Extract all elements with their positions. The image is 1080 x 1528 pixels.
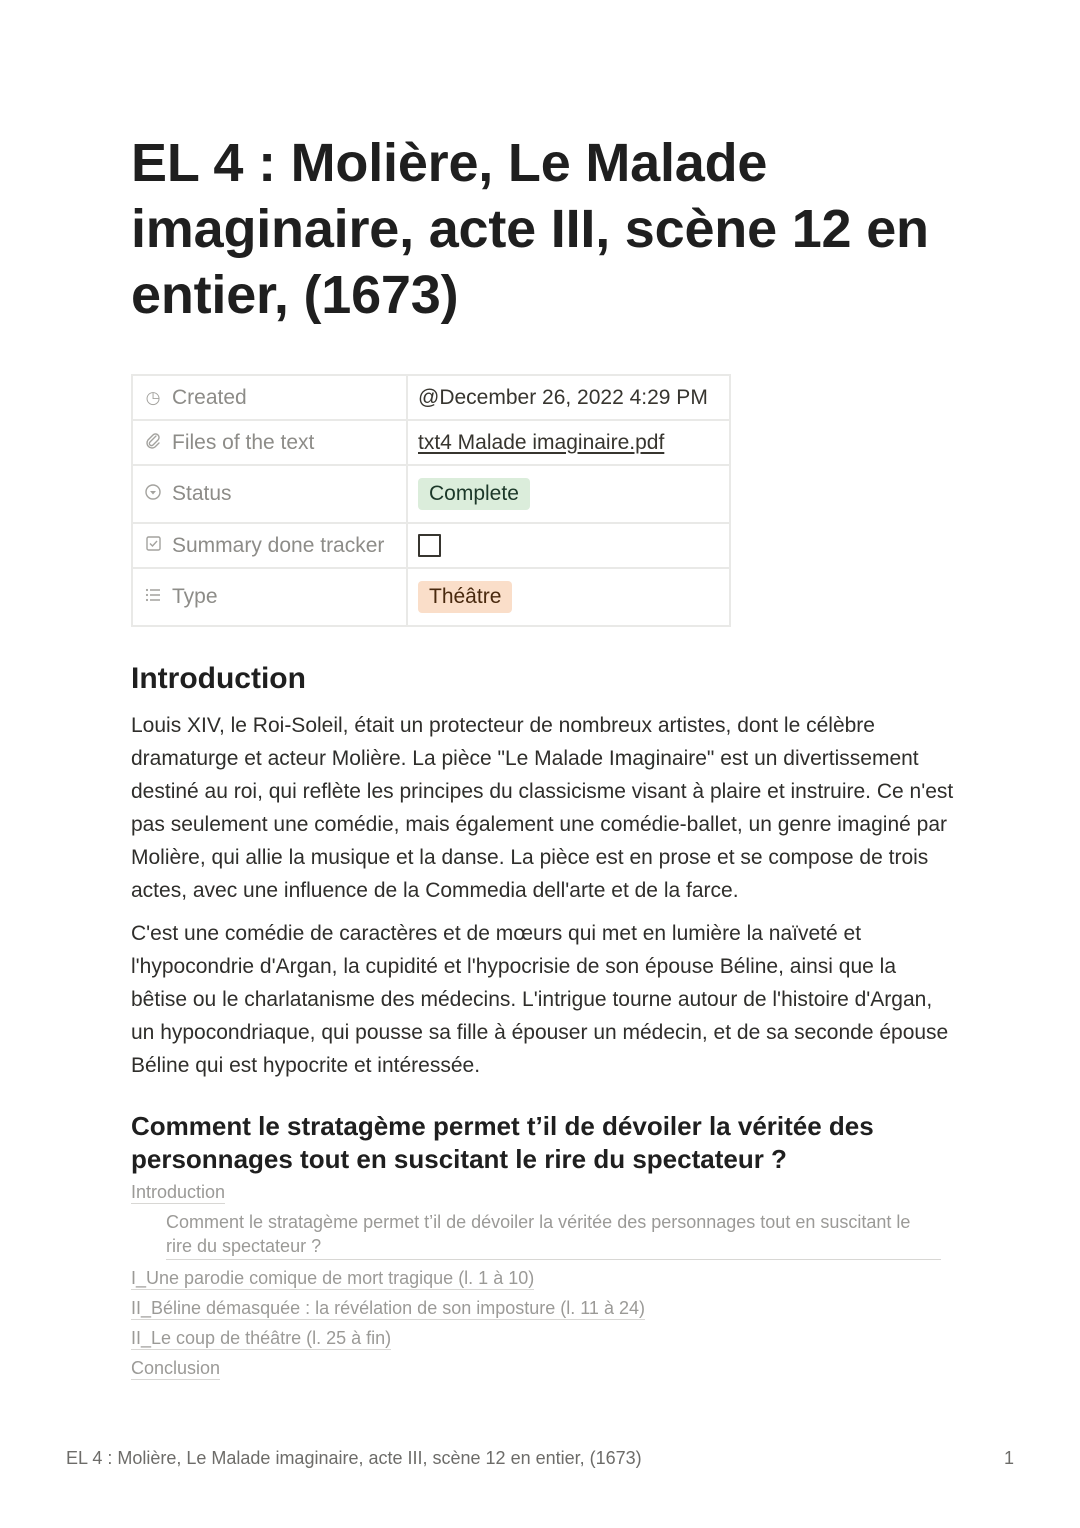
checkbox-icon	[143, 536, 163, 556]
toc-link-part-1[interactable]: I_Une parodie comique de mort tragique (l. 1 à 10)	[131, 1268, 535, 1288]
property-key-status	[132, 465, 407, 523]
property-label: Files of the text	[172, 430, 315, 454]
properties-table	[131, 374, 731, 627]
files-value	[407, 420, 730, 465]
list-icon	[143, 587, 163, 607]
file-link[interactable]: txt4 Malade imaginaire.pdf	[418, 430, 665, 454]
toc-link-part-2[interactable]: II_Béline démasquée : la révélation de son imposture (l. 11 à 24)	[131, 1298, 645, 1318]
type-value	[407, 568, 730, 626]
toc-link-part-3[interactable]: II_Le coup de théâtre (l. 25 à fin)	[131, 1328, 392, 1348]
property-row-type	[132, 568, 730, 626]
property-label: Status	[172, 482, 232, 505]
table-of-contents	[131, 1180, 961, 1380]
page-title: EL 4 : Molière, Le Malade imaginaire, acte III, scène 12 en entier, (1673)	[131, 133, 929, 325]
introduction-paragraph-1: Louis XIV, le Roi-Soleil, était un protecteur de nombreux artistes, dont le célèbre dramaturge et acteur Molière. La pièce "Le Malade Imaginaire" est un divertissement destiné au roi, qui reflète les principes du classicisme visant à plaire et instruire. Ce n'est pas seulement une comédie, mais également une comédie-ballet, un genre imaginé par Molière, qui allie la musique et la danse. La pièce est en prose et se compose de trois actes, avec une influence de la Commedia dell'arte et de la farce.	[131, 714, 954, 902]
status-tag[interactable]: Complete	[418, 478, 530, 510]
property-row-status	[132, 465, 730, 523]
property-key-created	[132, 375, 407, 420]
type-tag[interactable]: Théâtre	[418, 581, 512, 613]
footer-title: EL 4 : Molière, Le Malade imaginaire, acte III, scène 12 en entier, (1673)	[66, 1448, 642, 1468]
introduction-heading: Introduction	[131, 662, 306, 695]
paperclip-icon	[143, 431, 163, 454]
summary-value	[407, 523, 730, 568]
clock-icon: ◷	[145, 387, 161, 407]
property-row-created	[132, 375, 730, 420]
toc-link-introduction[interactable]: Introduction	[131, 1182, 226, 1202]
property-row-files	[132, 420, 730, 465]
toc-link-conclusion[interactable]: Conclusion	[131, 1358, 221, 1378]
property-row-summary	[132, 523, 730, 568]
introduction-paragraph-2: C'est une comédie de caractères et de mœurs qui met en lumière la naïveté et l'hypocondrie d'Argan, la cupidité et l'hypocrisie de son épouse Béline, ainsi que la bêtise ou le charlatanisme des médecins. L'intrigue tourne autour de l'histoire d'Argan, un hypocondriaque, qui pousse sa fille à épouser un médecin, et de sa seconde épouse Béline qui est hypocrite et intéressée.	[131, 922, 949, 1077]
footer-page-number: 1	[1003, 1448, 1014, 1468]
status-icon	[143, 484, 163, 505]
property-key-summary	[132, 523, 407, 568]
created-value: @December 26, 2022 4:29 PM	[407, 375, 730, 420]
problematic-heading: Comment le stratagème permet t’il de dévoiler la véritée des personnages tout en suscitant le rire du spectateur ?	[131, 1111, 874, 1174]
page-content	[131, 130, 961, 1386]
summary-done-checkbox[interactable]	[418, 534, 441, 557]
property-label: Created	[172, 385, 247, 409]
property-key-type	[132, 568, 407, 626]
property-label: Summary done tracker	[172, 533, 385, 557]
property-label: Type	[172, 585, 218, 608]
status-value	[407, 465, 730, 523]
toc-link-problematic[interactable]: Comment le stratagème permet t’il de dévoiler la véritée des personnages tout en suscitant le rire du spectateur ?	[131, 1210, 941, 1260]
property-key-files	[132, 420, 407, 465]
